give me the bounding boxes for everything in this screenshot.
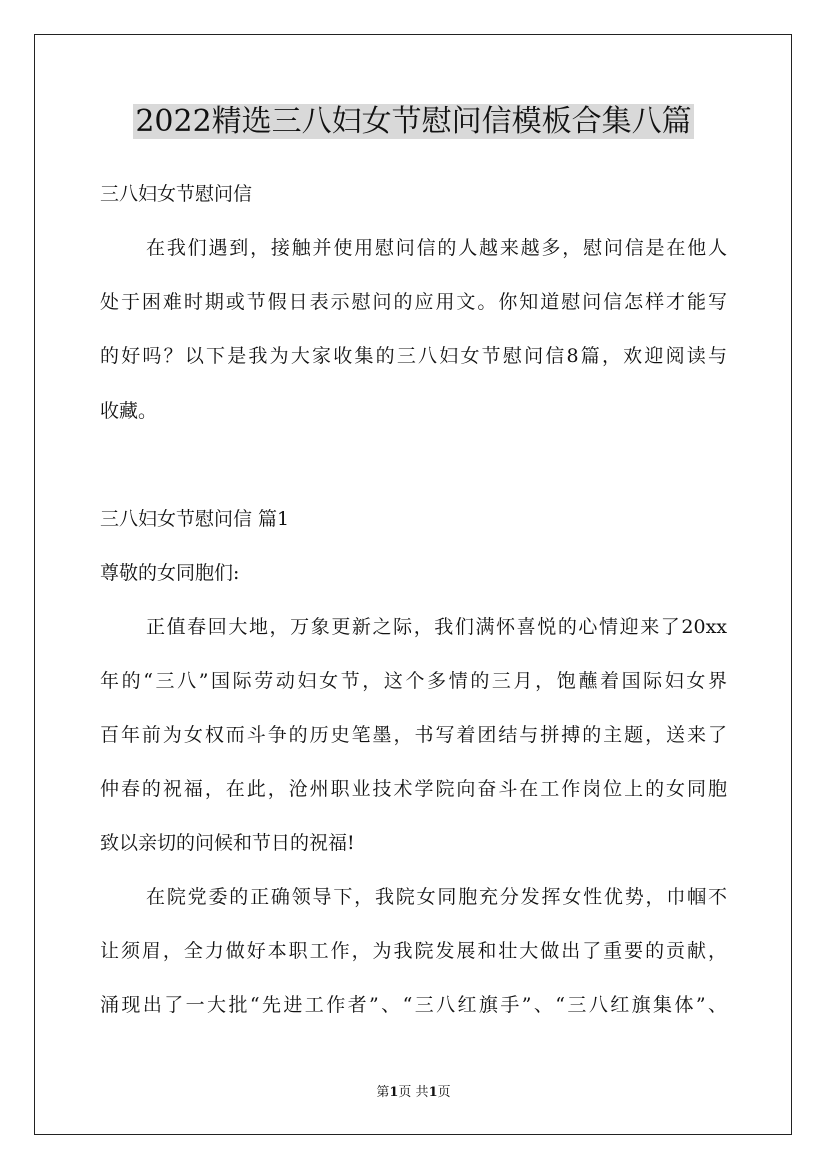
page-footer (0, 1084, 827, 1102)
footer-page-prefix: 第 (376, 1085, 390, 1100)
paragraph-line: 百年前为女权而斗争的历史笔墨，书写着团结与拼搏的主题，送来了 (100, 724, 727, 746)
paragraph-line: 涌现出了一大批“先进工作者”、“三八红旗手”、“三八红旗集体”、 (100, 994, 727, 1016)
footer-page-suffix: 页 (437, 1085, 451, 1100)
intro-line: 处于困难时期或节假日表示慰问的应用文。你知道慰问信怎样才能写 (100, 291, 727, 313)
section-heading-main: 三八妇女节慰问信 (100, 183, 253, 205)
paragraph-line: 正值春回大地，万象更新之际，我们满怀喜悦的心情迎来了20xx (146, 616, 727, 638)
paragraph-line: 年的“三八”国际劳动妇女节，这个多情的三月，饱蘸着国际妇女界 (100, 670, 727, 692)
paragraph-line: 在院党委的正确领导下，我院女同胞充分发挥女性优势，巾帼不 (146, 886, 727, 908)
intro-line: 收藏。 (100, 400, 158, 422)
paragraph-line: 让须眉，全力做好本职工作，为我院发展和壮大做出了重要的贡献， (100, 940, 727, 962)
footer-page-total: 1 (428, 1085, 438, 1100)
document-title (0, 100, 827, 144)
paragraph-line: 仲春的祝福，在此，沧州职业技术学院向奋斗在工作岗位上的女同胞 (100, 778, 727, 800)
intro-line: 在我们遇到，接触并使用慰问信的人越来越多，慰问信是在他人 (146, 237, 727, 259)
footer-page-number: 1 (389, 1085, 399, 1100)
letter-salutation: 尊敬的女同胞们: (100, 562, 240, 584)
footer-page-mid: 页 共 (398, 1085, 429, 1100)
intro-line: 的好吗？以下是我为大家收集的三八妇女节慰问信8篇，欢迎阅读与 (100, 345, 727, 367)
document-title-text: 2022精选三八妇女节慰问信模板合集八篇 (135, 104, 692, 139)
section-heading-1: 三八妇女节慰问信 篇1 (100, 508, 290, 530)
paragraph-line: 致以亲切的问候和节日的祝福! (100, 832, 355, 854)
